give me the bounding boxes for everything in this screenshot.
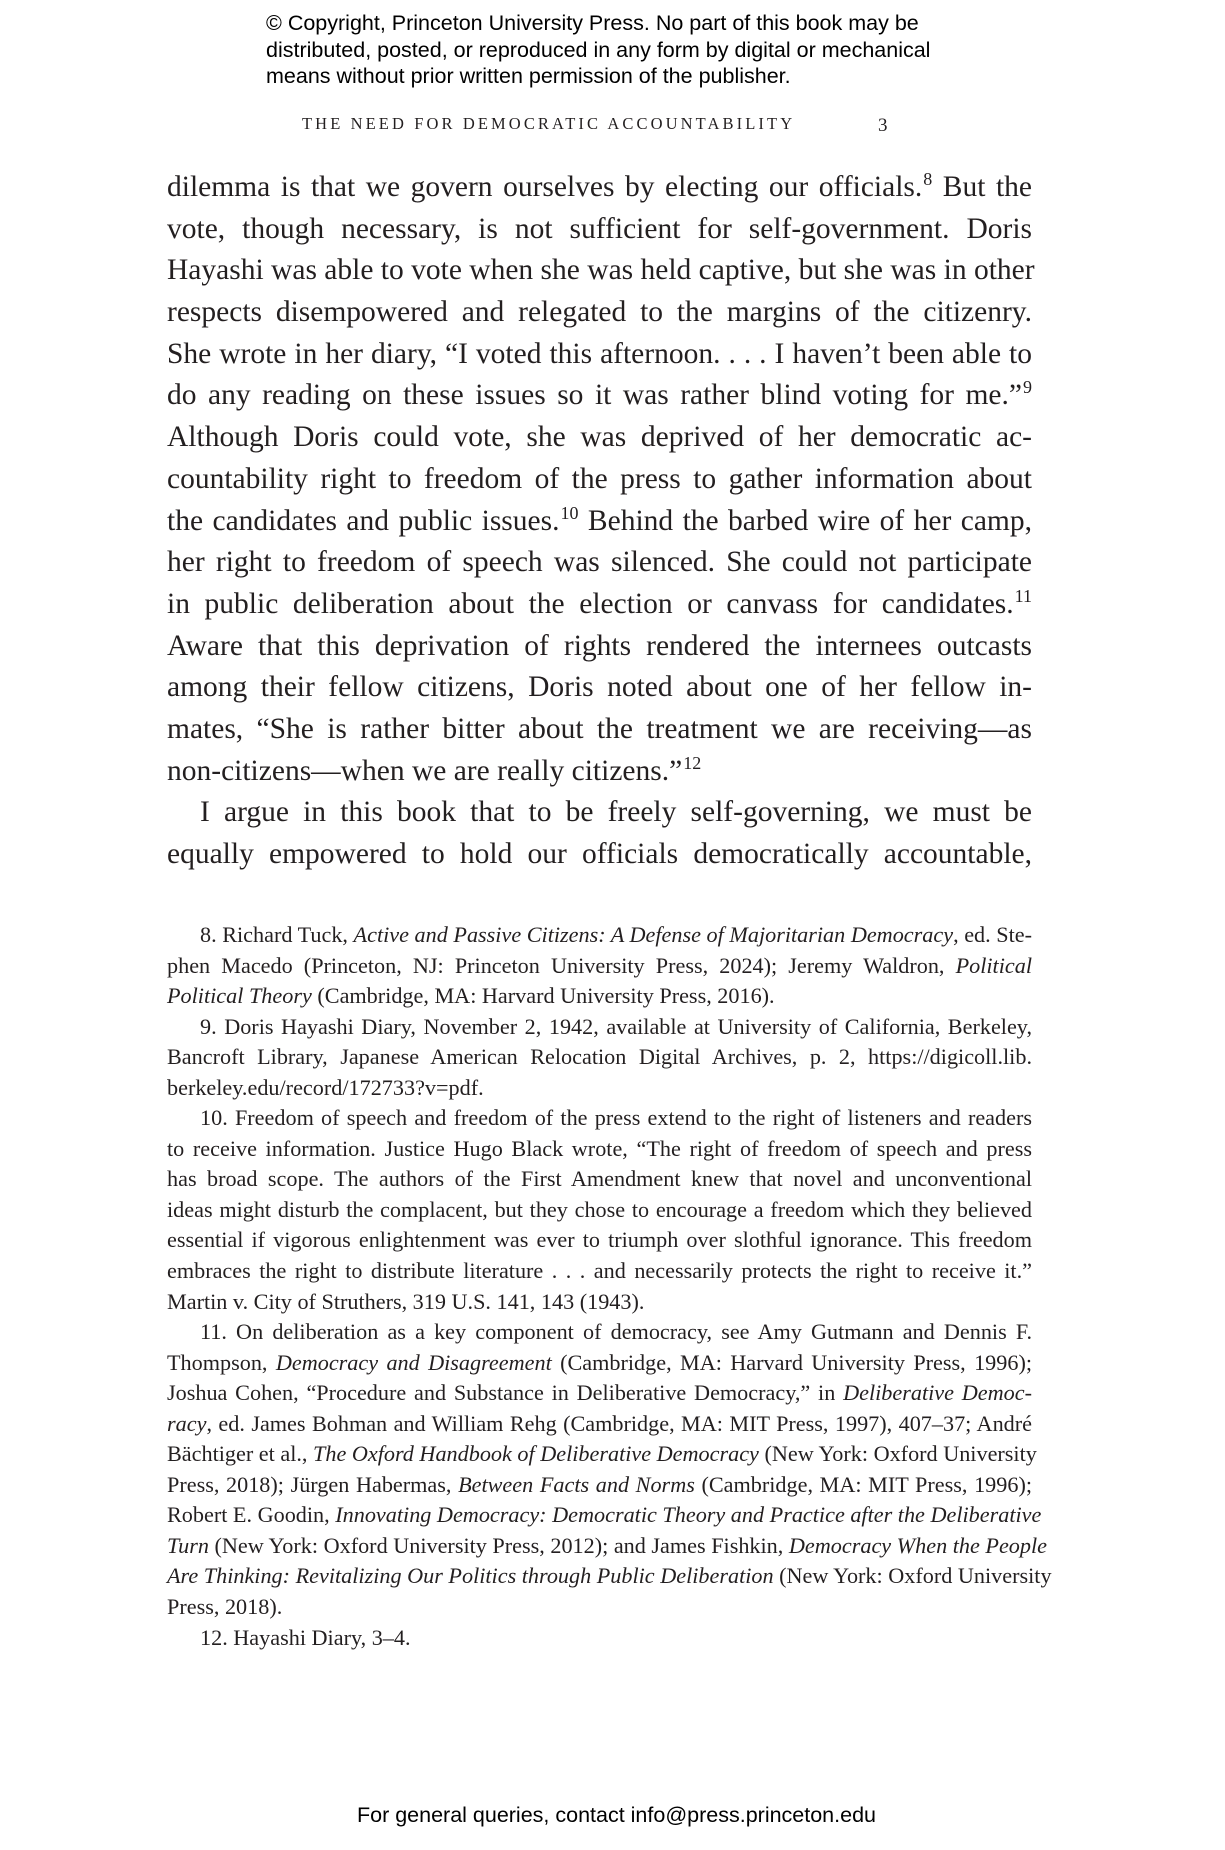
- text-line: [167, 542, 1032, 584]
- text-segment: the candidates and public issues.: [167, 504, 560, 537]
- footnote-line: [167, 1134, 1032, 1165]
- footnote-line: [167, 1103, 1032, 1134]
- text-segment: do any reading on these issues so it was rather blind voting for me.”: [167, 379, 1022, 412]
- text-segment: non-citizens—when we are really citizens.”: [167, 754, 683, 787]
- footnote-line: [167, 1378, 1032, 1409]
- footnote-line: [167, 1592, 1032, 1623]
- text-line: [167, 792, 1032, 834]
- text-line: [167, 292, 1032, 334]
- text-segment: , ed. Ste-: [953, 922, 1032, 947]
- text-segment: vote, though necessary, is not sufficient for self-government. Doris: [167, 212, 1032, 245]
- text-segment: Behind the barbed wire of her camp,: [578, 504, 1032, 537]
- footnote-line: [167, 1042, 1032, 1073]
- text-line: [167, 250, 1035, 292]
- text-segment: ideas might disturb the complacent, but they chose to encourage a freedom which they believed: [167, 1196, 1032, 1222]
- footnote-line: [167, 1073, 1032, 1104]
- italic-title: Active and Passive Citizens: A Defense of Majoritarian Democracy: [353, 922, 954, 947]
- footnote-line: [167, 1195, 1032, 1226]
- text-segment: to receive information. Justice Hugo Black wrote, “The right of freedom of speech and press: [167, 1135, 1032, 1161]
- footnote-line: [167, 920, 1032, 951]
- text-segment: (New York: Oxford University Press, 2012); and James Fishkin,: [208, 1532, 789, 1558]
- text-segment: phen Macedo (Princeton, NJ: Princeton University Press, 2024); Jeremy Waldron,: [167, 952, 956, 978]
- text-segment: essential if vigorous enlightenment was ever to triumph over slothful ignorance. This freedom: [167, 1227, 1032, 1253]
- text-line: [167, 834, 1032, 876]
- text-line: [167, 209, 1032, 251]
- running-head: [302, 114, 902, 134]
- italic-title: Between Facts and Norms: [458, 1471, 695, 1497]
- text-segment: 8. Richard Tuck,: [200, 922, 354, 947]
- footnote-line: [167, 1317, 1032, 1348]
- footnote-reference: 12: [683, 752, 702, 773]
- italic-title: Turn: [167, 1532, 209, 1558]
- text-segment: her right to freedom of speech was silenced. She could not participate: [167, 546, 1032, 579]
- text-line: [167, 167, 1032, 209]
- footnote-line: [167, 1531, 1047, 1562]
- footnote-line: [167, 1470, 1032, 1501]
- italic-title: Democracy When the People: [788, 1532, 1047, 1558]
- text-segment: respects disempowered and relegated to the margins of the citizenry.: [167, 296, 1032, 329]
- footnote-line: [167, 1500, 1042, 1531]
- text-segment: Martin v. City of Struthers, 319 U.S. 141, 143 (1943).: [167, 1288, 645, 1314]
- text-segment: (Cambridge, MA: Harvard University Press, 1996);: [551, 1349, 1032, 1375]
- text-segment: Bancroft Library, Japanese American Relocation Digital Archives, p. 2, https://digicoll.lib.: [167, 1044, 1032, 1070]
- text-segment: (Cambridge, MA: MIT Press, 1996);: [694, 1471, 1033, 1497]
- page-number: 3: [878, 115, 888, 136]
- text-segment: 12. Hayashi Diary, 3–4.: [200, 1624, 411, 1650]
- text-segment: Bächtiger et al.,: [167, 1441, 314, 1467]
- italic-title: Political Theory: [167, 983, 312, 1009]
- text-segment: Hayashi was able to vote when she was held captive, but she was in other: [167, 254, 1035, 287]
- footer-contact: [0, 1803, 1225, 1828]
- text-segment: , ed. James Bohman and William Rehg (Cambridge, MA: MIT Press, 1997), 407–37; André: [206, 1410, 1032, 1436]
- text-segment: But the: [932, 171, 1032, 203]
- text-segment: Press, 2018).: [167, 1594, 283, 1620]
- copyright-notice: [266, 10, 966, 90]
- text-segment: among their fellow citizens, Doris noted about one of her fellow in-: [167, 671, 1032, 704]
- text-line: [167, 709, 1032, 751]
- text-segment: Although Doris could vote, she was deprived of her democratic ac-: [167, 421, 1032, 454]
- footnote-line: [167, 1225, 1032, 1256]
- text-segment: She wrote in her diary, “I voted this afternoon. . . . I haven’t been able to: [167, 337, 1032, 370]
- text-line: [167, 501, 1032, 543]
- text-segment: Press, 2018); Jürgen Habermas,: [167, 1471, 459, 1497]
- text-segment: has broad scope. The authors of the First Amendment knew that novel and unconventional: [167, 1166, 1032, 1192]
- text-segment: embraces the right to distribute literature . . . and necessarily protects the right to receive it.”: [167, 1258, 1032, 1284]
- footnote-line: [167, 981, 1032, 1012]
- footnote-line: [167, 1256, 1032, 1287]
- text-line: [167, 584, 1032, 626]
- footnote-line: [167, 1012, 1032, 1043]
- italic-title: racy: [167, 1410, 207, 1436]
- footnote-line: [167, 951, 1032, 982]
- italic-title: Are Thinking: Revitalizing Our Politics through Public Deliberation: [167, 1563, 774, 1589]
- text-segment: countability right to freedom of the press to gather information about: [167, 462, 1032, 495]
- text-segment: dilemma is that we govern ourselves by electing our officials.: [167, 171, 923, 203]
- italic-title: Democracy and Disagreement: [275, 1349, 552, 1375]
- text-segment: 10. Freedom of speech and freedom of the press extend to the right of listeners and readers: [200, 1105, 1032, 1131]
- text-segment: mates, “She is rather bitter about the treatment we are receiving—as: [167, 712, 1032, 745]
- text-line: [167, 667, 1032, 709]
- text-segment: Robert E. Goodin,: [167, 1502, 336, 1528]
- footnote-reference: 9: [1023, 377, 1032, 398]
- footer-text: For general queries, contact info@press.princeton.edu: [356, 1803, 876, 1827]
- footnotes: [167, 920, 1052, 1653]
- text-segment: Aware that this deprivation of rights rendered the internees outcasts: [167, 629, 1032, 662]
- main-text: [167, 167, 1035, 876]
- text-segment: I argue in this book that to be freely self-governing, we must be: [200, 796, 1032, 829]
- italic-title: Political: [955, 952, 1032, 978]
- text-line: [167, 375, 1032, 417]
- italic-title: Deliberative Democ-: [843, 1380, 1032, 1406]
- footnote-line: [167, 1623, 1032, 1654]
- italic-title: The Oxford Handbook of Deliberative Democracy: [313, 1441, 759, 1467]
- footnote-line: [167, 1409, 1032, 1440]
- text-segment: (New York: Oxford University: [758, 1441, 1037, 1467]
- text-segment: in public deliberation about the election or canvass for candidates.: [167, 587, 1014, 620]
- text-segment: Joshua Cohen, “Procedure and Substance in Deliberative Democracy,” in: [167, 1380, 844, 1406]
- footnote-line: [167, 1561, 1052, 1592]
- text-segment: Thompson,: [167, 1349, 276, 1375]
- copyright-line: distributed, posted, or reproduced in any form by digital or mechanical: [266, 37, 931, 62]
- footnote-reference: 11: [1014, 585, 1032, 606]
- text-line: [167, 459, 1032, 501]
- copyright-line: means without prior written permission of the publisher.: [266, 64, 791, 88]
- text-segment: berkeley.edu/record/172733?v=pdf.: [167, 1074, 484, 1100]
- text-segment: (New York: Oxford University: [773, 1563, 1052, 1589]
- text-line: [167, 417, 1032, 459]
- footnote-line: [167, 1287, 1032, 1318]
- footnote-line: [167, 1348, 1032, 1379]
- text-line: [167, 334, 1032, 376]
- footnote-line: [167, 1164, 1032, 1195]
- text-segment: 9. Doris Hayashi Diary, November 2, 1942, available at University of California, Berkeley,: [200, 1013, 1032, 1039]
- footnote-line: [167, 1439, 1037, 1470]
- footnote-reference: 8: [923, 169, 933, 189]
- copyright-line: © Copyright, Princeton University Press. No part of this book may be: [266, 11, 919, 35]
- text-segment: (Cambridge, MA: Harvard University Press, 2016).: [311, 983, 775, 1009]
- text-segment: equally empowered to hold our officials democratically accountable,: [167, 838, 1032, 870]
- text-line: [167, 626, 1032, 668]
- running-head-title: THE NEED FOR DEMOCRATIC ACCOUNTABILITY: [302, 114, 796, 133]
- text-segment: 11. On deliberation as a key component of democracy, see Amy Gutmann and Dennis F.: [200, 1319, 1032, 1345]
- footnote-reference: 10: [560, 502, 579, 523]
- text-line: [167, 751, 1032, 793]
- italic-title: Innovating Democracy: Democratic Theory and Practice after the Deliberative: [335, 1502, 1042, 1528]
